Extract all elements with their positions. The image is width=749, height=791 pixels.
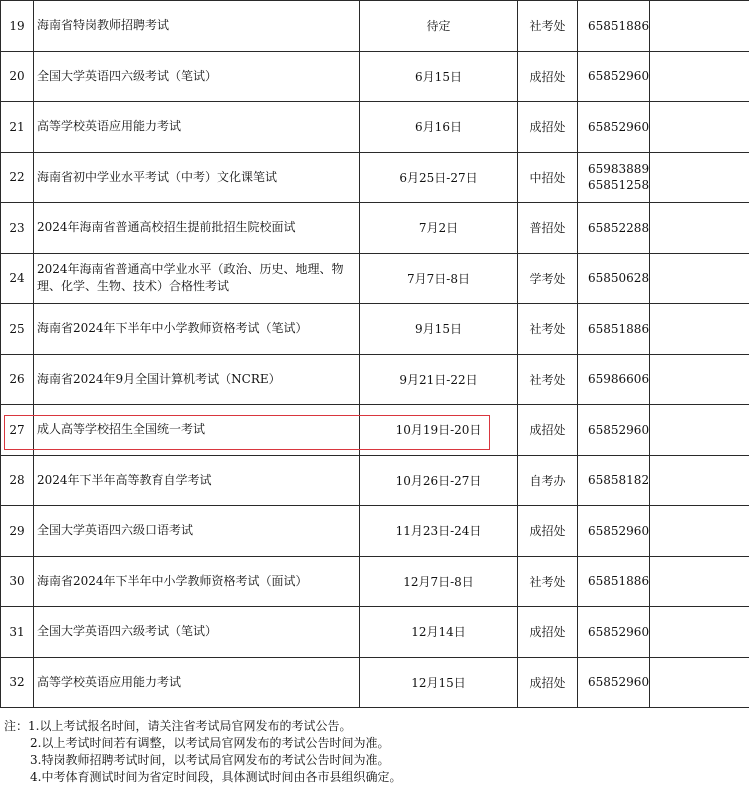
exam-date: 7月7日-8日 xyxy=(360,253,518,304)
exam-date: 9月15日 xyxy=(360,304,518,355)
exam-name: 高等学校英语应用能力考试 xyxy=(34,657,360,708)
exam-name: 成人高等学校招生全国统一考试 xyxy=(34,405,360,456)
exam-date: 11月23日-24日 xyxy=(360,506,518,557)
exam-date: 12月14日 xyxy=(360,607,518,658)
row-number: 23 xyxy=(1,203,34,254)
row-number: 32 xyxy=(1,657,34,708)
exam-date: 9月21日-22日 xyxy=(360,354,518,405)
remarks-cell xyxy=(650,253,749,304)
phone-number: 65858182 xyxy=(588,473,650,488)
note-line-3: 3.特岗教师招聘考试时间，以考试局官网发布的考试公告时间为准。 xyxy=(30,753,390,767)
exam-date: 10月26日-27日 xyxy=(360,455,518,506)
remarks-cell xyxy=(650,304,749,355)
remarks-cell xyxy=(650,405,749,456)
table-row xyxy=(1,455,749,506)
department: 普招处 xyxy=(518,203,578,254)
phone-number: 65852960 xyxy=(588,624,650,639)
row-number: 27 xyxy=(1,405,34,456)
exam-name-line: 2024年海南省普通高中学业水平（政治、历史、地理、物 xyxy=(37,262,344,277)
table-row xyxy=(1,607,749,658)
remarks-cell xyxy=(650,1,749,52)
contact-phone xyxy=(578,657,650,708)
table-row xyxy=(1,354,749,405)
exam-name: 海南省2024年下半年中小学教师资格考试（笔试） xyxy=(34,304,360,355)
exam-date: 7月2日 xyxy=(360,203,518,254)
table-row xyxy=(1,506,749,557)
phone-number: 65852960 xyxy=(588,69,650,84)
row-number: 22 xyxy=(1,152,34,203)
contact-phone xyxy=(578,405,650,456)
contact-phone xyxy=(578,253,650,304)
exam-date: 6月16日 xyxy=(360,102,518,153)
remarks-cell xyxy=(650,506,749,557)
contact-phone xyxy=(578,354,650,405)
department: 社考处 xyxy=(518,1,578,52)
exam-date: 10月19日-20日 xyxy=(360,405,518,456)
row-number: 25 xyxy=(1,304,34,355)
exam-name: 全国大学英语四六级口语考试 xyxy=(34,506,360,557)
exam-date: 12月7日-8日 xyxy=(360,556,518,607)
contact-phone xyxy=(578,203,650,254)
remarks-cell xyxy=(650,203,749,254)
phone-number: 65852960 xyxy=(588,675,650,690)
contact-phone xyxy=(578,1,650,52)
table-row xyxy=(1,657,749,708)
row-number: 28 xyxy=(1,455,34,506)
exam-date: 6月25日-27日 xyxy=(360,152,518,203)
phone-number: 65850628 xyxy=(588,271,650,286)
remarks-cell xyxy=(650,152,749,203)
row-number: 31 xyxy=(1,607,34,658)
contact-phone xyxy=(578,455,650,506)
phone-number: 65852960 xyxy=(588,523,650,538)
table-row xyxy=(1,102,749,153)
department: 中招处 xyxy=(518,152,578,203)
department: 成招处 xyxy=(518,506,578,557)
phone-number: 65986606 xyxy=(588,372,650,387)
row-number: 26 xyxy=(1,354,34,405)
department: 社考处 xyxy=(518,304,578,355)
phone-number: 65852960 xyxy=(588,422,650,437)
contact-phone xyxy=(578,556,650,607)
contact-phone xyxy=(578,506,650,557)
contact-phone xyxy=(578,102,650,153)
phone-number: 65852960 xyxy=(588,119,650,134)
row-number: 29 xyxy=(1,506,34,557)
remarks-cell xyxy=(650,51,749,102)
exam-name-line: 理、化学、生物、技术）合格性考试 xyxy=(37,279,230,294)
row-number: 30 xyxy=(1,556,34,607)
table-row xyxy=(1,253,749,304)
note-line-2: 2.以上考试时间若有调整，以考试局官网发布的考试公告时间为准。 xyxy=(30,736,390,750)
note-line-1 xyxy=(4,718,744,735)
table-row xyxy=(1,51,749,102)
remarks-cell xyxy=(650,607,749,658)
remarks-cell xyxy=(650,455,749,506)
exam-name: 高等学校英语应用能力考试 xyxy=(34,102,360,153)
department: 学考处 xyxy=(518,253,578,304)
exam-date: 12月15日 xyxy=(360,657,518,708)
contact-phone xyxy=(578,607,650,658)
notes-section xyxy=(4,718,744,786)
table-row xyxy=(1,556,749,607)
row-number: 20 xyxy=(1,51,34,102)
department: 成招处 xyxy=(518,657,578,708)
exam-name: 海南省初中学业水平考试（中考）文化课笔试 xyxy=(34,152,360,203)
exam-name: 2024年海南省普通高校招生提前批招生院校面试 xyxy=(34,203,360,254)
exam-date: 6月15日 xyxy=(360,51,518,102)
contact-phone xyxy=(578,152,650,203)
exam-date: 待定 xyxy=(360,1,518,52)
table-row xyxy=(1,304,749,355)
remarks-cell xyxy=(650,556,749,607)
table-row xyxy=(1,405,749,456)
exam-name: 海南省2024年下半年中小学教师资格考试（面试） xyxy=(34,556,360,607)
contact-phone xyxy=(578,51,650,102)
phone-number: 65851886 xyxy=(588,18,650,33)
exam-name: 海南省特岗教师招聘考试 xyxy=(34,1,360,52)
remarks-cell xyxy=(650,102,749,153)
note-text-1: 1.以上考试报名时间，请关注省考试局官网发布的考试公告。 xyxy=(28,719,352,733)
department: 成招处 xyxy=(518,51,578,102)
exam-name: 全国大学英语四六级考试（笔试） xyxy=(34,51,360,102)
exam-name: 全国大学英语四六级考试（笔试） xyxy=(34,607,360,658)
department: 成招处 xyxy=(518,405,578,456)
department: 成招处 xyxy=(518,607,578,658)
remarks-cell xyxy=(650,354,749,405)
table-row xyxy=(1,152,749,203)
note-line-4: 4.中考体育测试时间为省定时间段，具体测试时间由各市县组织确定。 xyxy=(30,770,402,784)
table-row xyxy=(1,203,749,254)
phone-number: 65851258 xyxy=(588,178,650,193)
table-row xyxy=(1,1,749,52)
department: 成招处 xyxy=(518,102,578,153)
phone-number: 65983889 xyxy=(588,162,650,177)
contact-phone xyxy=(578,304,650,355)
department: 社考处 xyxy=(518,354,578,405)
exam-name: 2024年下半年高等教育自学考试 xyxy=(34,455,360,506)
row-number: 21 xyxy=(1,102,34,153)
row-number: 24 xyxy=(1,253,34,304)
phone-number: 65851886 xyxy=(588,321,650,336)
remarks-cell xyxy=(650,657,749,708)
department: 社考处 xyxy=(518,556,578,607)
notes-prefix: 注： xyxy=(4,719,29,733)
exam-name: 海南省2024年9月全国计算机考试（NCRE） xyxy=(34,354,360,405)
table-body xyxy=(1,1,749,708)
phone-number: 65851886 xyxy=(588,574,650,589)
row-number: 19 xyxy=(1,1,34,52)
department: 自考办 xyxy=(518,455,578,506)
exam-name xyxy=(34,253,360,304)
phone-number: 65852288 xyxy=(588,220,650,235)
